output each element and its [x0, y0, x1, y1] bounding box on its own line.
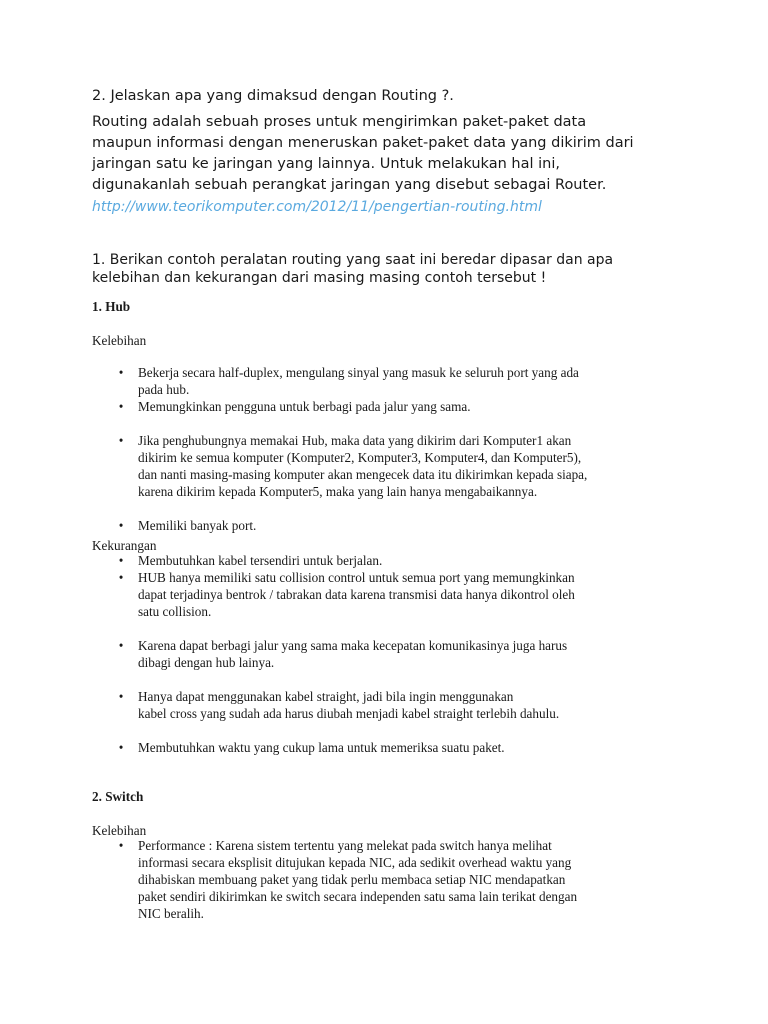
list-item-line: NIC beralih. — [138, 906, 204, 921]
list-item — [92, 432, 672, 500]
question-2: 2. Jelaskan apa yang dimaksud dengan Routing ?. — [92, 88, 454, 104]
bullet-icon: • — [118, 838, 124, 853]
answer-line: digunakanlah sebuah perangkat jaringan yang disebut sebagai Router. — [92, 177, 607, 193]
routing-answer — [92, 112, 692, 196]
switch-heading: 2. Switch — [92, 789, 144, 804]
question-1-line: 1. Berikan contoh peralatan routing yang saat ini beredar dipasar dan apa — [92, 252, 614, 268]
list-item — [92, 517, 672, 534]
hub-kelebihan-list — [92, 364, 672, 534]
hub-kelebihan-label: Kelebihan — [92, 333, 147, 348]
list-item-line: Performance : Karena sistem tertentu yang melekat pada switch hanya melihat — [138, 838, 552, 853]
switch-kelebihan-label: Kelebihan — [92, 823, 147, 838]
list-item-line: dihabiskan membuang paket yang tidak perlu membaca setiap NIC mendapatkan — [138, 872, 566, 887]
hub-kekurangan-label: Kekurangan — [92, 538, 157, 553]
answer-line: maupun informasi dengan meneruskan paket-paket data yang dikirim dari — [92, 135, 634, 151]
switch-kelebihan-list — [92, 837, 672, 922]
question-1-line: kelebihan dan kekurangan dari masing masing contoh tersebut ! — [92, 270, 547, 286]
list-item-line: dapat terjadinya bentrok / tabrakan data karena transmisi data hanya dikontrol oleh — [138, 587, 575, 602]
list-item-line: HUB hanya memiliki satu collision control untuk semua port yang memungkinkan — [138, 570, 575, 585]
list-item — [92, 552, 672, 569]
answer-line: Routing adalah sebuah proses untuk mengirimkan paket-paket data — [92, 114, 587, 130]
question-1 — [92, 251, 692, 287]
list-item — [92, 688, 672, 722]
list-item-line: Membutuhkan waktu yang cukup lama untuk memeriksa suatu paket. — [138, 740, 505, 755]
bullet-icon: • — [118, 433, 124, 448]
list-item — [92, 364, 672, 398]
bullet-icon: • — [118, 553, 124, 568]
list-item-line: satu collision. — [138, 604, 212, 619]
bullet-icon: • — [118, 365, 124, 380]
list-item-line: Bekerja secara half-duplex, mengulang sinyal yang masuk ke seluruh port yang ada — [138, 365, 579, 380]
list-item-line: Jika penghubungnya memakai Hub, maka data yang dikirim dari Komputer1 akan — [138, 433, 572, 448]
bullet-icon: • — [118, 689, 124, 704]
list-item — [92, 837, 672, 922]
answer-line: jaringan satu ke jaringan yang lainnya. Untuk melakukan hal ini, — [92, 156, 560, 172]
bullet-icon: • — [118, 740, 124, 755]
list-item-line: pada hub. — [138, 382, 190, 397]
list-item-line: karena dikirim kepada Komputer5, maka yang lain hanya mengabaikannya. — [138, 484, 538, 499]
list-item-line: informasi secara eksplisit ditujukan kepada NIC, ada sedikit overhead waktu yang — [138, 855, 572, 870]
list-item-line: dibagi dengan hub lainya. — [138, 655, 275, 670]
hub-heading: 1. Hub — [92, 299, 131, 314]
list-item-line: dan nanti masing-masing komputer akan mengecek data itu dikirimkan kepada siapa, — [138, 467, 588, 482]
bullet-icon: • — [118, 570, 124, 585]
list-item-line: Karena dapat berbagi jalur yang sama maka kecepatan komunikasinya juga harus — [138, 638, 568, 653]
list-item-line: kabel cross yang sudah ada harus diubah menjadi kabel straight terlebih dahulu. — [138, 706, 560, 721]
bullet-icon: • — [118, 638, 124, 653]
hub-kekurangan-list — [92, 552, 672, 756]
list-item-line: Hanya dapat menggunakan kabel straight, jadi bila ingin menggunakan — [138, 689, 514, 704]
source-link[interactable]: http://www.teorikomputer.com/2012/11/pengertian-routing.html — [92, 199, 542, 215]
list-item-line: dikirim ke semua komputer (Komputer2, Komputer3, Komputer4, dan Komputer5), — [138, 450, 582, 465]
bullet-icon: • — [118, 399, 124, 414]
list-item-line: Membutuhkan kabel tersendiri untuk berjalan. — [138, 553, 383, 568]
list-item — [92, 569, 672, 620]
list-item-line: paket sendiri dikirimkan ke switch secara independen satu sama lain terikat dengan — [138, 889, 578, 904]
list-item — [92, 637, 672, 671]
list-item-line: Memiliki banyak port. — [138, 518, 257, 533]
list-item-line: Memungkinkan pengguna untuk berbagi pada jalur yang sama. — [138, 399, 471, 414]
list-item — [92, 739, 672, 756]
bullet-icon: • — [118, 518, 124, 533]
list-item — [92, 398, 672, 415]
